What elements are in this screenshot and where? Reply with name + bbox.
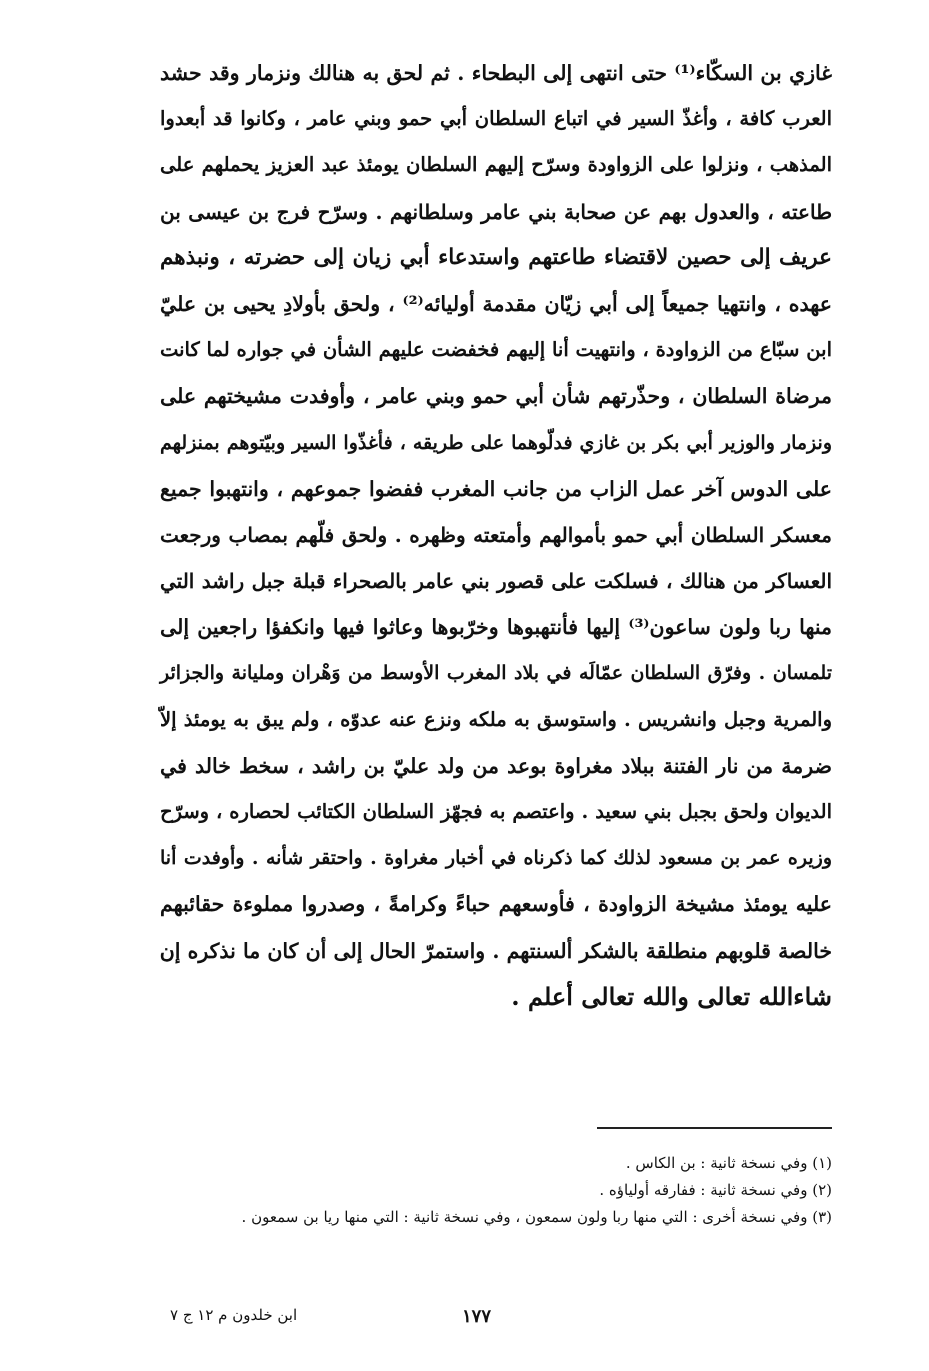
text-line: العساكر من هنالك ، فسلكت على قصور بني عامر بالصحراء قبلة جبل راشد التي <box>160 569 832 594</box>
footnote-3: (٣) وفي نسخة أخرى : التي منها ربا ولون سمعون ، وفي نسخة ثانية : التي منها ريا بن سمعون . <box>241 1208 832 1226</box>
text-line: خالصة قلوبهم منطلقة بالشكر ألسنتهم . واستمرّ الحال إلى أن كان ما نذكره إن <box>159 938 832 963</box>
text-line: تلمسان . وفرّق السلطان عمّالَه في بلاد المغرب الأوسط من وَهْران ومليانة والجزائر <box>160 662 832 685</box>
footnote-1: (١) وفي نسخة ثانية : بن الكاس . <box>625 1154 832 1172</box>
text-line: عليه يومئذ مشيخة الزواودة ، فأوسعهم حباءً وكرامةً ، وصدروا مملوءة حقائبهم <box>160 892 832 917</box>
signature-mark: ابن خلدون م ١٢ ج ٧ <box>170 1306 298 1324</box>
text-line: عهده ، وانتهيا جميعاً إلى أبي زيّان مقدمة أوليائه⁽²⁾ ، ولحق بأولادِ يحيى بن عليّ <box>160 291 832 316</box>
text-line: وزيره عمر بن مسعود لذلك كما ذكرناه في أخبار مغراوة . واحتقر شأنه . وأوفدت أنا <box>160 847 832 870</box>
text-line-last: شاءالله تعالى والله تعالى أعلم . <box>511 981 832 1011</box>
main-text-block <box>160 50 832 1020</box>
text-line: غازي بن السكّاء⁽¹⁾ حتى انتهى إلى البطحاء . ثم لحق به هنالك ونزمار وقد حشد <box>160 61 832 85</box>
footnotes-block <box>160 1150 832 1231</box>
text-line: مرضاة السلطان ، وحذّرتهم شأن أبي حمو وبني عامر ، وأوفدت مشيختهم على <box>160 384 832 409</box>
text-line: والمرية وجبل وانشريس . واستوسق به ملكه ونزع عنه عدوّه ، ولم يبق به يومئذ إلاّ <box>160 707 832 731</box>
text-line: على الدوس آخر عمل الزاب من جانب المغرب ففضوا جموعهم ، وانتهبوا جميع <box>160 476 832 501</box>
text-line: طاعته ، والعدول بهم عن صحابة بني عامر وسلطانهم . وسرّح فرج بن عيسى بن <box>160 199 832 224</box>
text-line: المذهب ، ونزلوا على الزواودة وسرّح إليهم السلطان يومئذ عبد العزيز يحملهم على <box>160 153 832 177</box>
text-line: العرب كافة ، وأغذّ السير في اتباع السلطان أبي حمو وبني عامر ، وكانوا قد أبعدوا <box>160 107 832 131</box>
footnote-separator <box>597 1127 832 1129</box>
text-line: عريف إلى حصين لاقتضاء طاعتهم واستدعاء أبي زيان إلى حضرته ، ونبذهم <box>160 244 832 270</box>
text-line: منها ربا ولون ساعون⁽³⁾ إليها فأنتهبوها وخرّبوها وعاثوا فيها وانكفؤا راجعين إلى <box>160 615 832 640</box>
text-line: معسكر السلطان أبي حمو بأموالهم وأمتعته وظهره . ولحق فلّهم بمصاب ورجعت <box>160 522 832 547</box>
text-line: ابن سبّاع من الزواودة ، وانتهيت أنا إليهم فخفضت عليهم الشأن في جواره لما كانت <box>159 338 832 362</box>
footnote-2: (٢) وفي نسخة ثانية : ففارقه أولياؤه . <box>599 1181 832 1199</box>
text-line: الديوان ولحق بجبل بني سعيد . واعتصم به فجهّز السلطان الكتائب لحصاره ، وسرّح <box>160 800 832 823</box>
text-line: ضرمة من نار الفتنة ببلاد مغراوة بوعد من ولد عليّ بن راشد ، سخط خالد في <box>160 753 832 778</box>
text-line: ونزمار والوزير أبي بكر بن غازي فدلّوهما على طريقه ، فأغذّوا السير وبيّتوهم بمنزلهم <box>160 431 832 454</box>
page-number: ١٧٧ <box>462 1306 492 1327</box>
